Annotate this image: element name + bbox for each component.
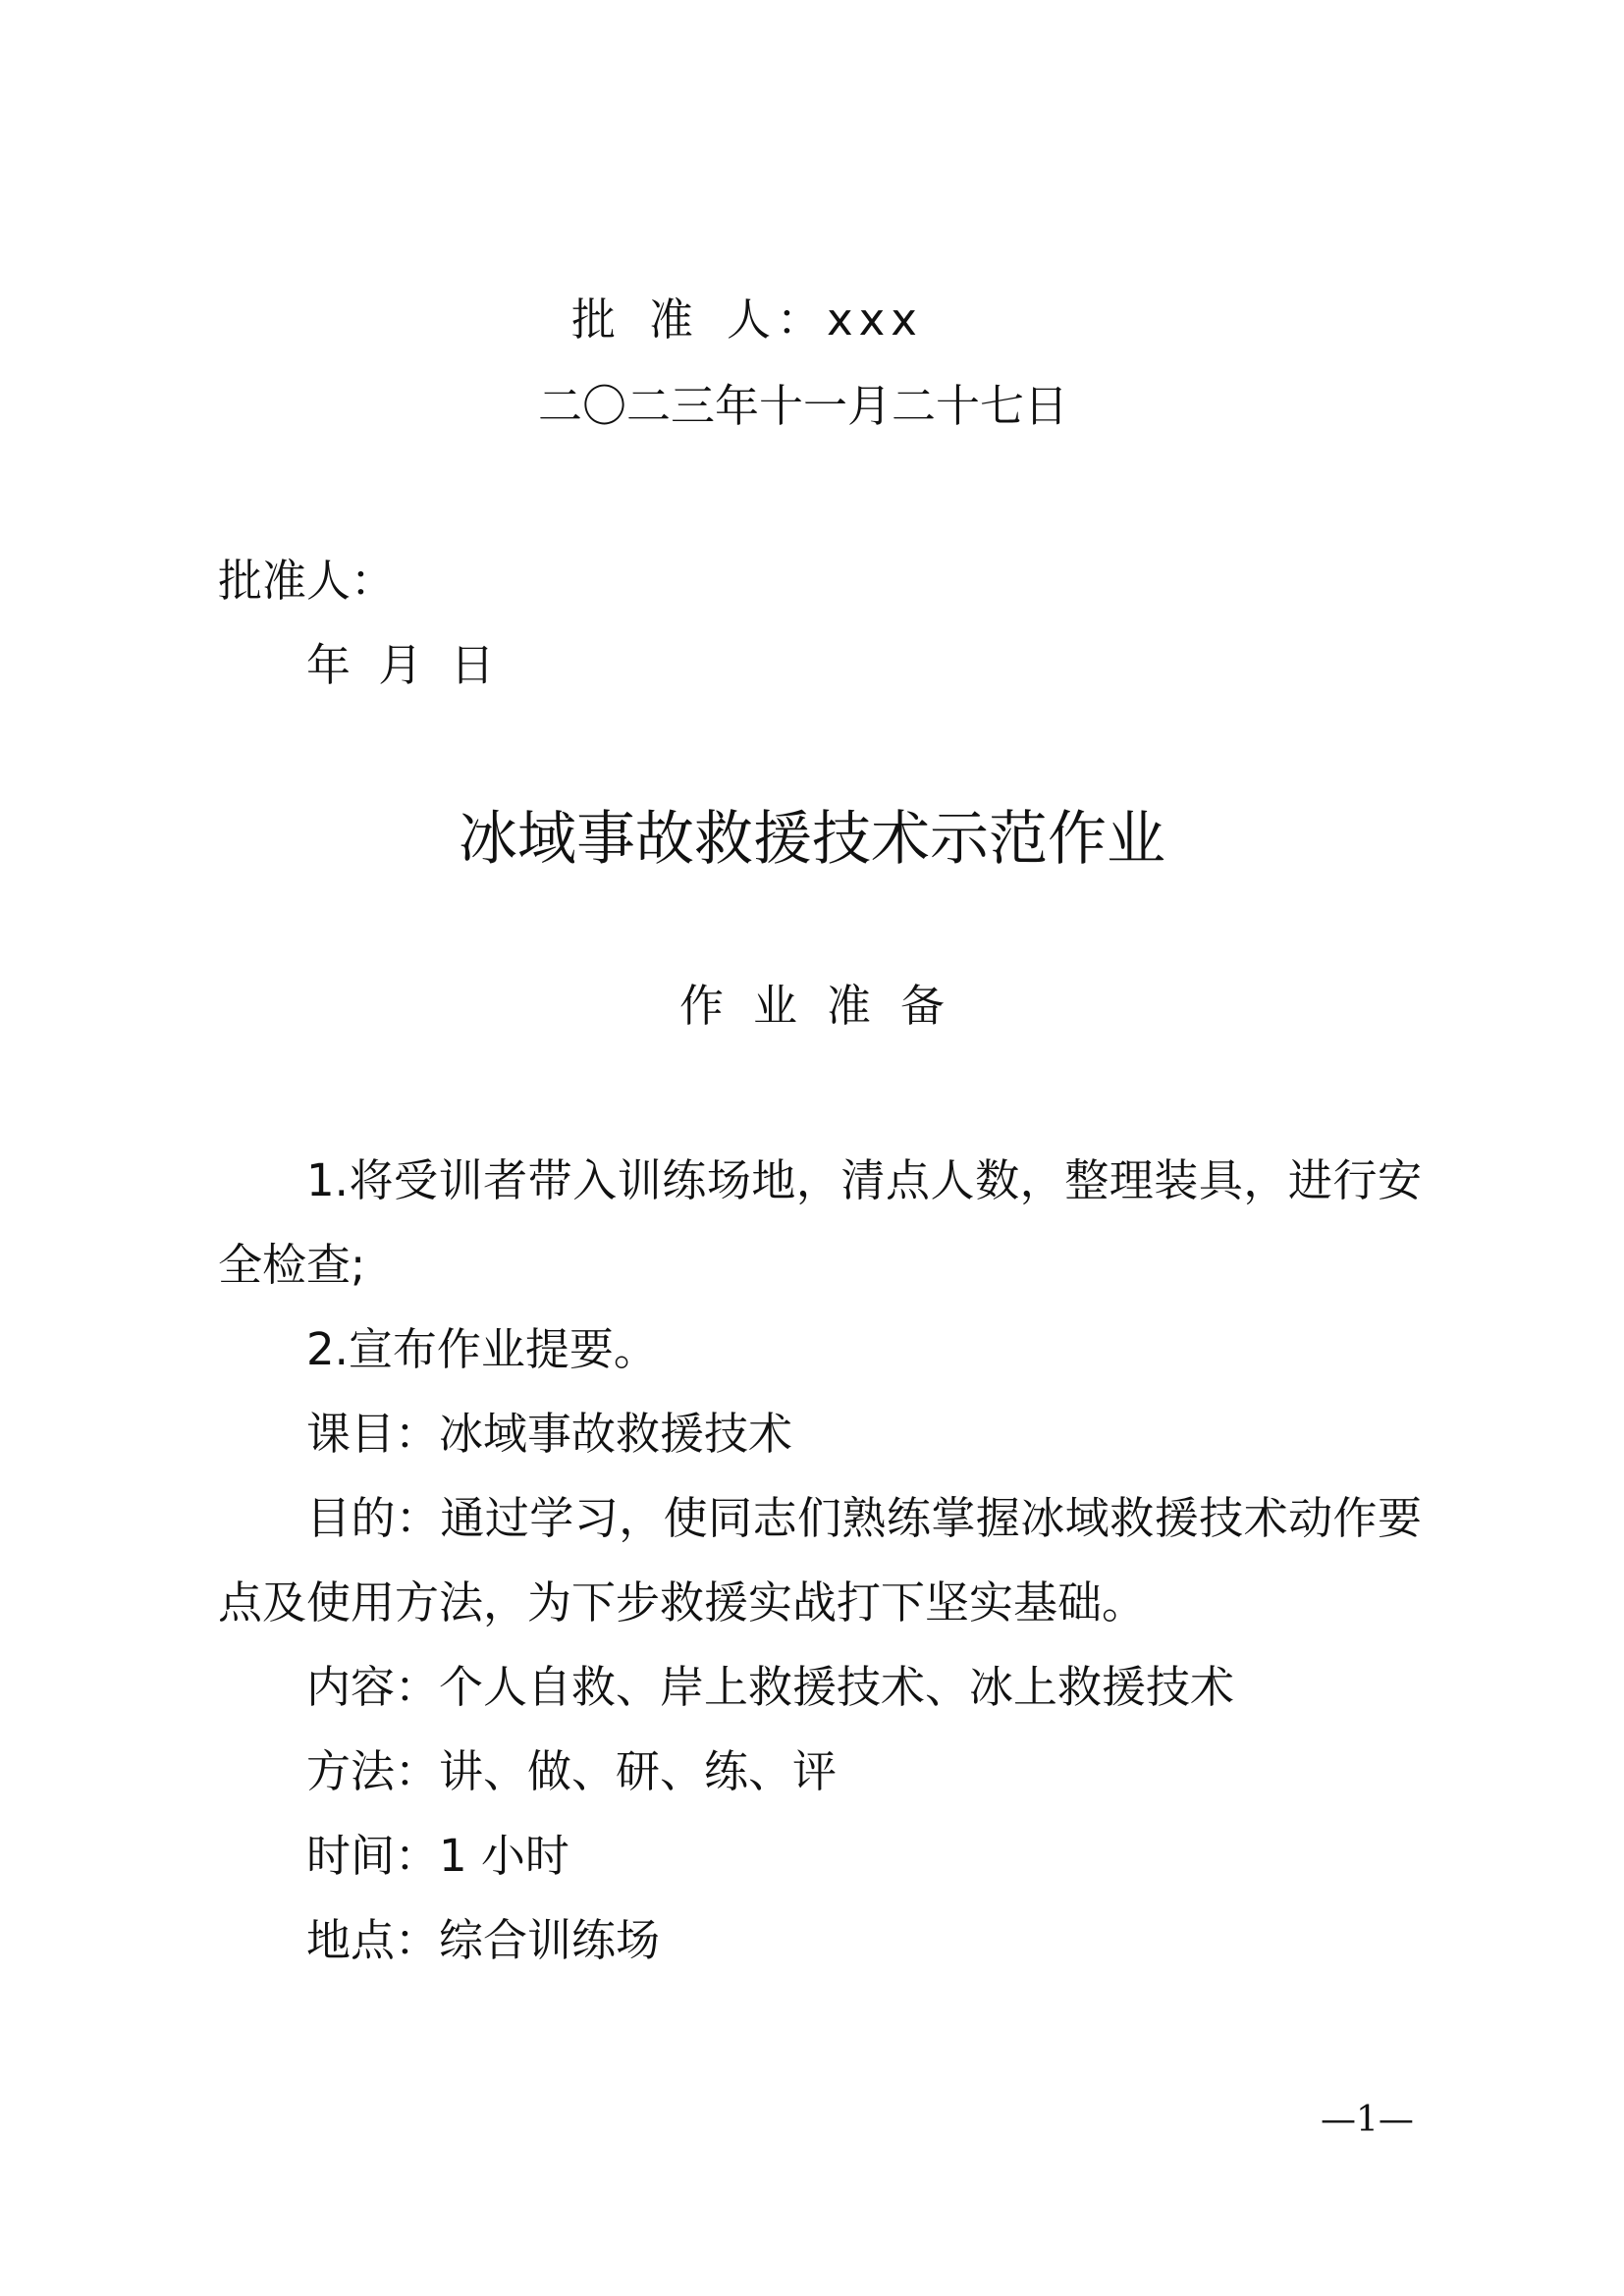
paragraph-method: 方法：讲、做、研、练、评: [306, 1745, 838, 1797]
approver-blank-label: 批准人：: [218, 555, 396, 607]
paragraph-announce: 2.宣布作业提要。: [306, 1323, 658, 1375]
paragraph-location: 地点：综合训练场: [306, 1914, 661, 1966]
approver-line: [571, 291, 923, 349]
approver-label-char-3: 人：: [727, 294, 828, 346]
paragraph-purpose: 目的：通过学习，使同志们熟练掌握冰域救援技术动作要点及使用方法，为下步救援实战打下坚实基础。: [218, 1492, 1422, 1629]
approver-name: xxx: [827, 294, 923, 346]
paragraph-content: 内容：个人自救、岸上救援技术、冰上救援技术: [306, 1661, 1235, 1713]
section-title: 作业准备: [678, 980, 974, 1032]
approver-label-char-1: 批: [571, 294, 623, 346]
approval-date: 二〇二三年十一月二十七日: [538, 380, 1069, 432]
page-number: —1—: [1321, 2100, 1414, 2140]
paragraph-time: 时间：1 小时: [306, 1830, 569, 1882]
paragraph-safety-check: 1.将受训者带入训练场地，清点人数，整理装具，进行安全检查;: [218, 1154, 1422, 1291]
paragraph-subject: 课目：冰域事故救援技术: [306, 1408, 793, 1460]
date-blank-label: 年 月 日: [306, 639, 495, 691]
document-title: 冰域事故救援技术示范作业: [459, 805, 1165, 874]
approver-label-char-2: 准: [649, 294, 700, 346]
